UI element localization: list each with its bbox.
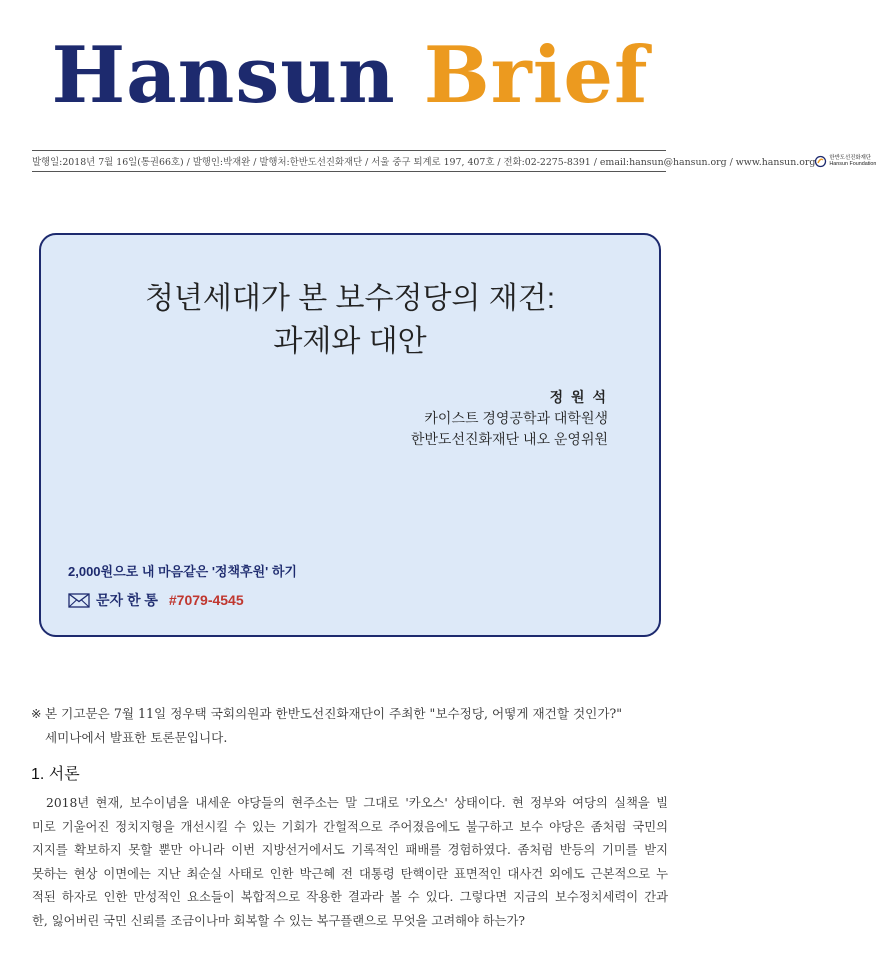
body-line: 적된 하자로 인한 만성적인 요소들이 복합적으로 작용한 결과라 볼 수 있다. 그렇다면 지금의 보수정치세력이 간과 [32, 890, 668, 904]
body-line: 한, 잃어버린 국민 신뢰를 조금이나마 회복할 수 있는 복구플랜으로 무엇을 고려해야 하는가? [32, 913, 526, 928]
body-line: 2018년 현재, 보수이념을 내세운 야당들의 현주소는 말 그대로 '카오스' 상태이다. 현 정부와 여당의 실책을 빌 [46, 796, 668, 810]
note-mark: ※ [31, 706, 42, 721]
masthead-hansun: Hansun [51, 30, 396, 121]
foundation-name-ko: 한반도선진화재단 [829, 155, 872, 161]
section-heading: 1. 서론 [31, 766, 80, 783]
sms-label: 문자 한 통 [96, 592, 158, 608]
masthead [0, 30, 700, 122]
body-line: 지지를 확보하지 못할 뿐만 아니라 이번 지방선거에서도 기록적인 패배를 경험하였다. 좀처럼 반등의 기미를 받지 [32, 843, 668, 857]
author-affiliation-1: 카이스트 경영공학과 대학원생 [424, 410, 608, 426]
sms-donation [68, 590, 244, 610]
author-name: 정 원 석 [549, 389, 608, 405]
foundation-name-en: Hansun Foundation [829, 161, 876, 167]
body-line: 미로 기울어진 정치지형을 개선시킬 수 있는 기회가 간헐적으로 주어졌음에도 불구하고 보수 야당은 좀처럼 국민의 [32, 819, 668, 834]
editor-note [31, 702, 622, 750]
note-line1: 본 기고문은 7월 11일 정우택 국회의원과 한반도선진화재단이 주최한 "보수정당, 어떻게 재건할 것인가?" [45, 706, 623, 721]
header-rule-bottom [32, 171, 666, 172]
title-callout-box [39, 233, 661, 637]
imprint-bar [32, 153, 876, 169]
note-line2: 세미나에서 발표한 토론문입니다. [45, 730, 228, 745]
article-title-line1: 청년세대가 본 보수정당의 재건: [144, 282, 556, 315]
body-line: 못하는 현상 이면에는 지난 최순실 사태로 인한 박근혜 전 대통령 탄핵이란 표면적인 대사건 외에도 근본적으로 누 [32, 866, 668, 881]
author-affiliation-2: 한반도선진화재단 내오 운영위원 [410, 431, 608, 447]
envelope-icon [68, 593, 90, 608]
section-body [32, 792, 668, 933]
donation-text: 2,000원으로 내 마음같은 '정책후원' 하기 [68, 564, 297, 579]
imprint-text: 발행일:2018년 7월 16일(통권66호) / 발행인:박재완 / 발행처:한반도선진화재단 / 서울 중구 퇴계로 197, 407호 / 전화:02-2275-8391 / email:hansun@hansun.org / www.hansun.org [32, 157, 816, 168]
article-title-line2: 과제와 대안 [273, 325, 427, 358]
sms-number: #7079-4545 [168, 592, 244, 608]
header-rule-top [32, 150, 666, 151]
foundation-mark-icon [815, 156, 826, 167]
foundation-logo [815, 155, 876, 167]
masthead-brief: Brief [423, 30, 649, 121]
